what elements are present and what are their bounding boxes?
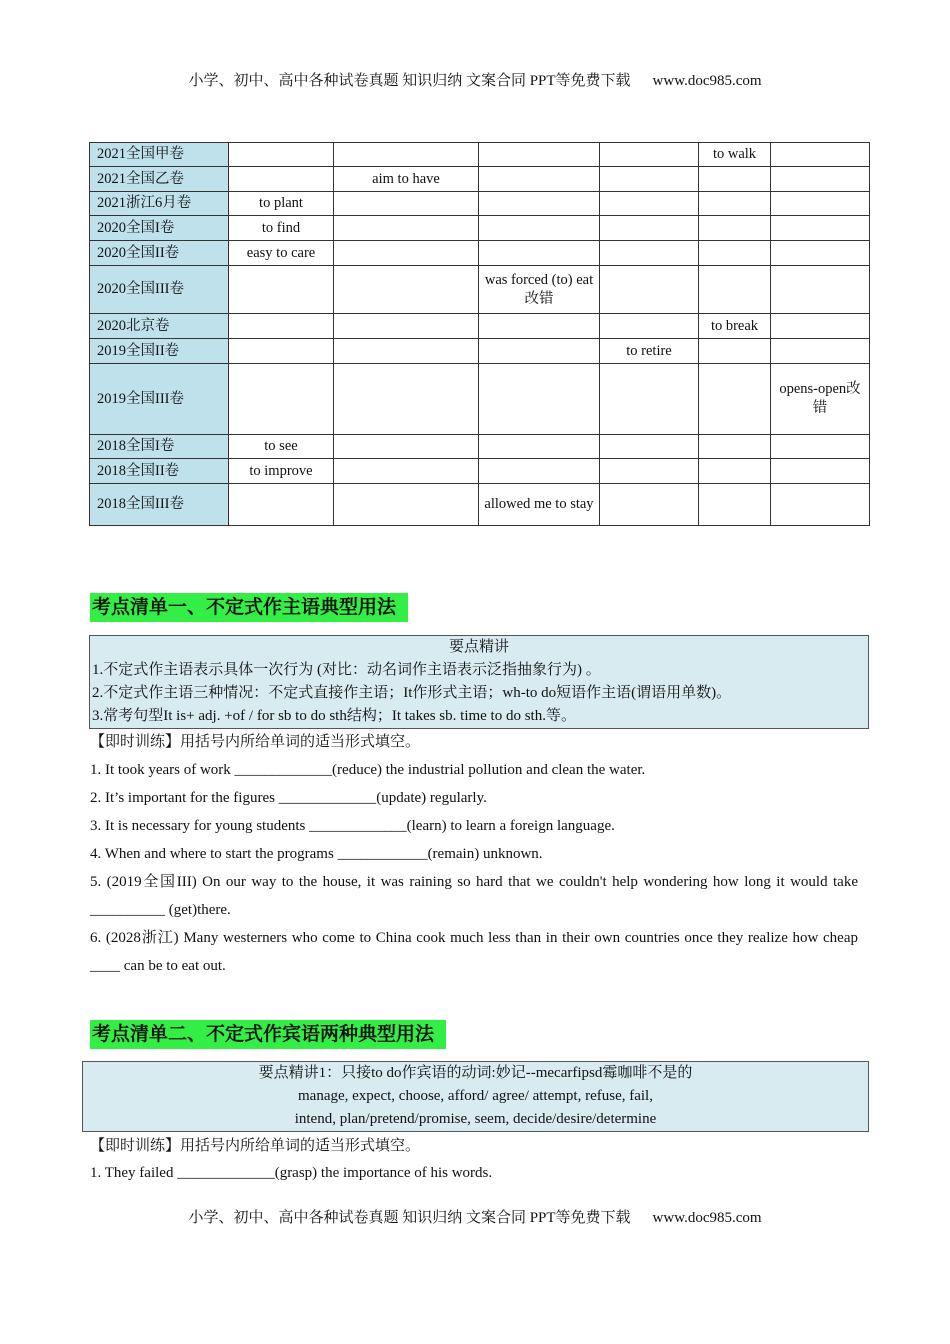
table-cell (699, 364, 771, 435)
table-cell (771, 266, 870, 314)
table-cell (699, 266, 771, 314)
table-cell (771, 143, 870, 167)
row-label: 2020北京卷 (90, 314, 229, 339)
row-label: 2019全国II卷 (90, 339, 229, 364)
row-label: 2021全国乙卷 (90, 167, 229, 192)
table-cell (334, 435, 479, 459)
table-cell: aim to have (334, 167, 479, 192)
key-points-title: 要点精讲 (448, 639, 509, 655)
table-cell (699, 216, 771, 241)
table-cell: to improve (229, 459, 334, 484)
key-point-line-2: manage, expect, choose, afford/ agree/ attempt, refuse, fail, (298, 1088, 653, 1104)
question-1: 1. It took years of work _____________(reduce) the industrial pollution and clean the water. (90, 762, 646, 778)
page-footer (0, 1206, 950, 1227)
table-row (90, 435, 870, 459)
header-site: www.doc985.com (652, 73, 762, 89)
row-label: 2018全国II卷 (90, 459, 229, 484)
table-cell (699, 484, 771, 526)
table-cell (600, 266, 699, 314)
table-cell (600, 314, 699, 339)
table-cell (600, 167, 699, 192)
table-cell (479, 459, 600, 484)
table-cell (334, 339, 479, 364)
table-row (90, 167, 870, 192)
table-cell (479, 435, 600, 459)
row-label: 2019全国III卷 (90, 364, 229, 435)
table-cell (229, 314, 334, 339)
table-row (90, 143, 870, 167)
question-3: 3. It is necessary for young students _____________(learn) to learn a foreign language. (90, 818, 615, 834)
table-cell (229, 266, 334, 314)
table-cell (600, 241, 699, 266)
table-cell (699, 167, 771, 192)
table-row (90, 266, 870, 314)
key-point-1: 1.不定式作主语表示具体一次行为 (对比：动名词作主语表示泛指抽象行为) 。 (92, 662, 601, 678)
row-label: 2020全国I卷 (90, 216, 229, 241)
table-cell: allowed me to stay (479, 484, 600, 526)
table-cell (334, 241, 479, 266)
question-4: 4. When and where to start the programs ____________(remain) unknown. (90, 846, 543, 862)
table-row (90, 484, 870, 526)
table-row (90, 314, 870, 339)
table-cell: to see (229, 435, 334, 459)
table-cell (600, 459, 699, 484)
table-cell (771, 435, 870, 459)
section2-question-1: 1. They failed _____________(grasp) the importance of his words. (90, 1165, 493, 1181)
table-cell (771, 484, 870, 526)
footer-site: www.doc985.com (652, 1210, 762, 1226)
table-cell (334, 266, 479, 314)
key-point-line-3: intend, plan/pretend/promise, seem, decide/desire/determine (294, 1111, 657, 1127)
table-cell (600, 484, 699, 526)
table-cell: was forced (to) eat改错 (479, 266, 600, 314)
table-cell (479, 192, 600, 216)
table-cell (771, 167, 870, 192)
table-row (90, 339, 870, 364)
table-row (90, 216, 870, 241)
header-text: 小学、初中、高中各种试卷真题 知识归纳 文案合同 PPT等免费下载 (188, 73, 631, 89)
table-cell: to walk (699, 143, 771, 167)
table-cell (229, 339, 334, 364)
table-row (90, 241, 870, 266)
table-cell (600, 192, 699, 216)
table-cell (771, 241, 870, 266)
table-cell (699, 459, 771, 484)
table-cell: easy to care (229, 241, 334, 266)
table-cell (479, 364, 600, 435)
table-cell (334, 314, 479, 339)
table-cell (699, 241, 771, 266)
table-row (90, 192, 870, 216)
practice-title-2: 【即时训练】用括号内所给单词的适当形式填空。 (90, 1138, 421, 1154)
row-label: 2020全国III卷 (90, 266, 229, 314)
practice-title-1: 【即时训练】用括号内所给单词的适当形式填空。 (90, 734, 421, 750)
table-cell (229, 364, 334, 435)
table-cell (600, 435, 699, 459)
table-cell: opens-open改错 (771, 364, 870, 435)
table-cell (334, 459, 479, 484)
table-cell (771, 339, 870, 364)
question-6: 6. (2028浙江) Many westerners who come to China cook much less than in their own countries once they realize how cheap ____ can be to eat out. (90, 930, 858, 974)
table-cell (479, 216, 600, 241)
table-cell (334, 484, 479, 526)
table-cell: to find (229, 216, 334, 241)
table-cell (699, 192, 771, 216)
table-cell (771, 459, 870, 484)
table-cell (600, 143, 699, 167)
page-header (0, 69, 950, 90)
row-label: 2021全国甲卷 (90, 143, 229, 167)
table-cell (479, 143, 600, 167)
key-point-line-1: 要点精讲1：只接to do作宾语的动词:妙记--mecarfipsd霉咖啡不是的 (258, 1065, 693, 1081)
table-cell (479, 241, 600, 266)
table-cell (334, 216, 479, 241)
table-cell: to plant (229, 192, 334, 216)
section1-title: 考点清单一、不定式作主语典型用法 (90, 593, 408, 622)
table-cell (699, 339, 771, 364)
row-label: 2018全国III卷 (90, 484, 229, 526)
row-label: 2021浙江6月卷 (90, 192, 229, 216)
footer-text: 小学、初中、高中各种试卷真题 知识归纳 文案合同 PPT等免费下载 (188, 1210, 631, 1226)
table-cell (771, 314, 870, 339)
section1-key-points (89, 635, 869, 729)
exam-table (89, 142, 870, 526)
question-2: 2. It’s important for the figures _____________(update) regularly. (90, 790, 487, 806)
table-cell: to retire (600, 339, 699, 364)
section2-title: 考点清单二、不定式作宾语两种典型用法 (90, 1020, 446, 1049)
table-cell (699, 435, 771, 459)
table-row (90, 364, 870, 435)
table-cell (334, 192, 479, 216)
table-cell (771, 192, 870, 216)
key-point-3: 3.常考句型It is+ adj. +of / for sb to do sth结构；It takes sb. time to do sth.等。 (92, 708, 576, 724)
table-cell (479, 339, 600, 364)
table-row (90, 459, 870, 484)
table-cell (600, 216, 699, 241)
table-cell (600, 364, 699, 435)
section2-key-points (82, 1061, 869, 1132)
row-label: 2018全国I卷 (90, 435, 229, 459)
table-cell (229, 484, 334, 526)
table-cell (771, 216, 870, 241)
key-point-2: 2.不定式作主语三种情况：不定式直接作主语；It作形式主语；wh-to do短语作主语(谓语用单数)。 (92, 685, 732, 701)
question-5: 5. (2019全国III) On our way to the house, it was raining so hard that we couldn't help wondering how long it would take __________ (get)there. (90, 874, 858, 918)
table-cell (334, 364, 479, 435)
row-label: 2020全国II卷 (90, 241, 229, 266)
table-cell (229, 167, 334, 192)
table-cell (334, 143, 479, 167)
table-cell: to break (699, 314, 771, 339)
table-cell (479, 314, 600, 339)
table-cell (479, 167, 600, 192)
table-cell (229, 143, 334, 167)
